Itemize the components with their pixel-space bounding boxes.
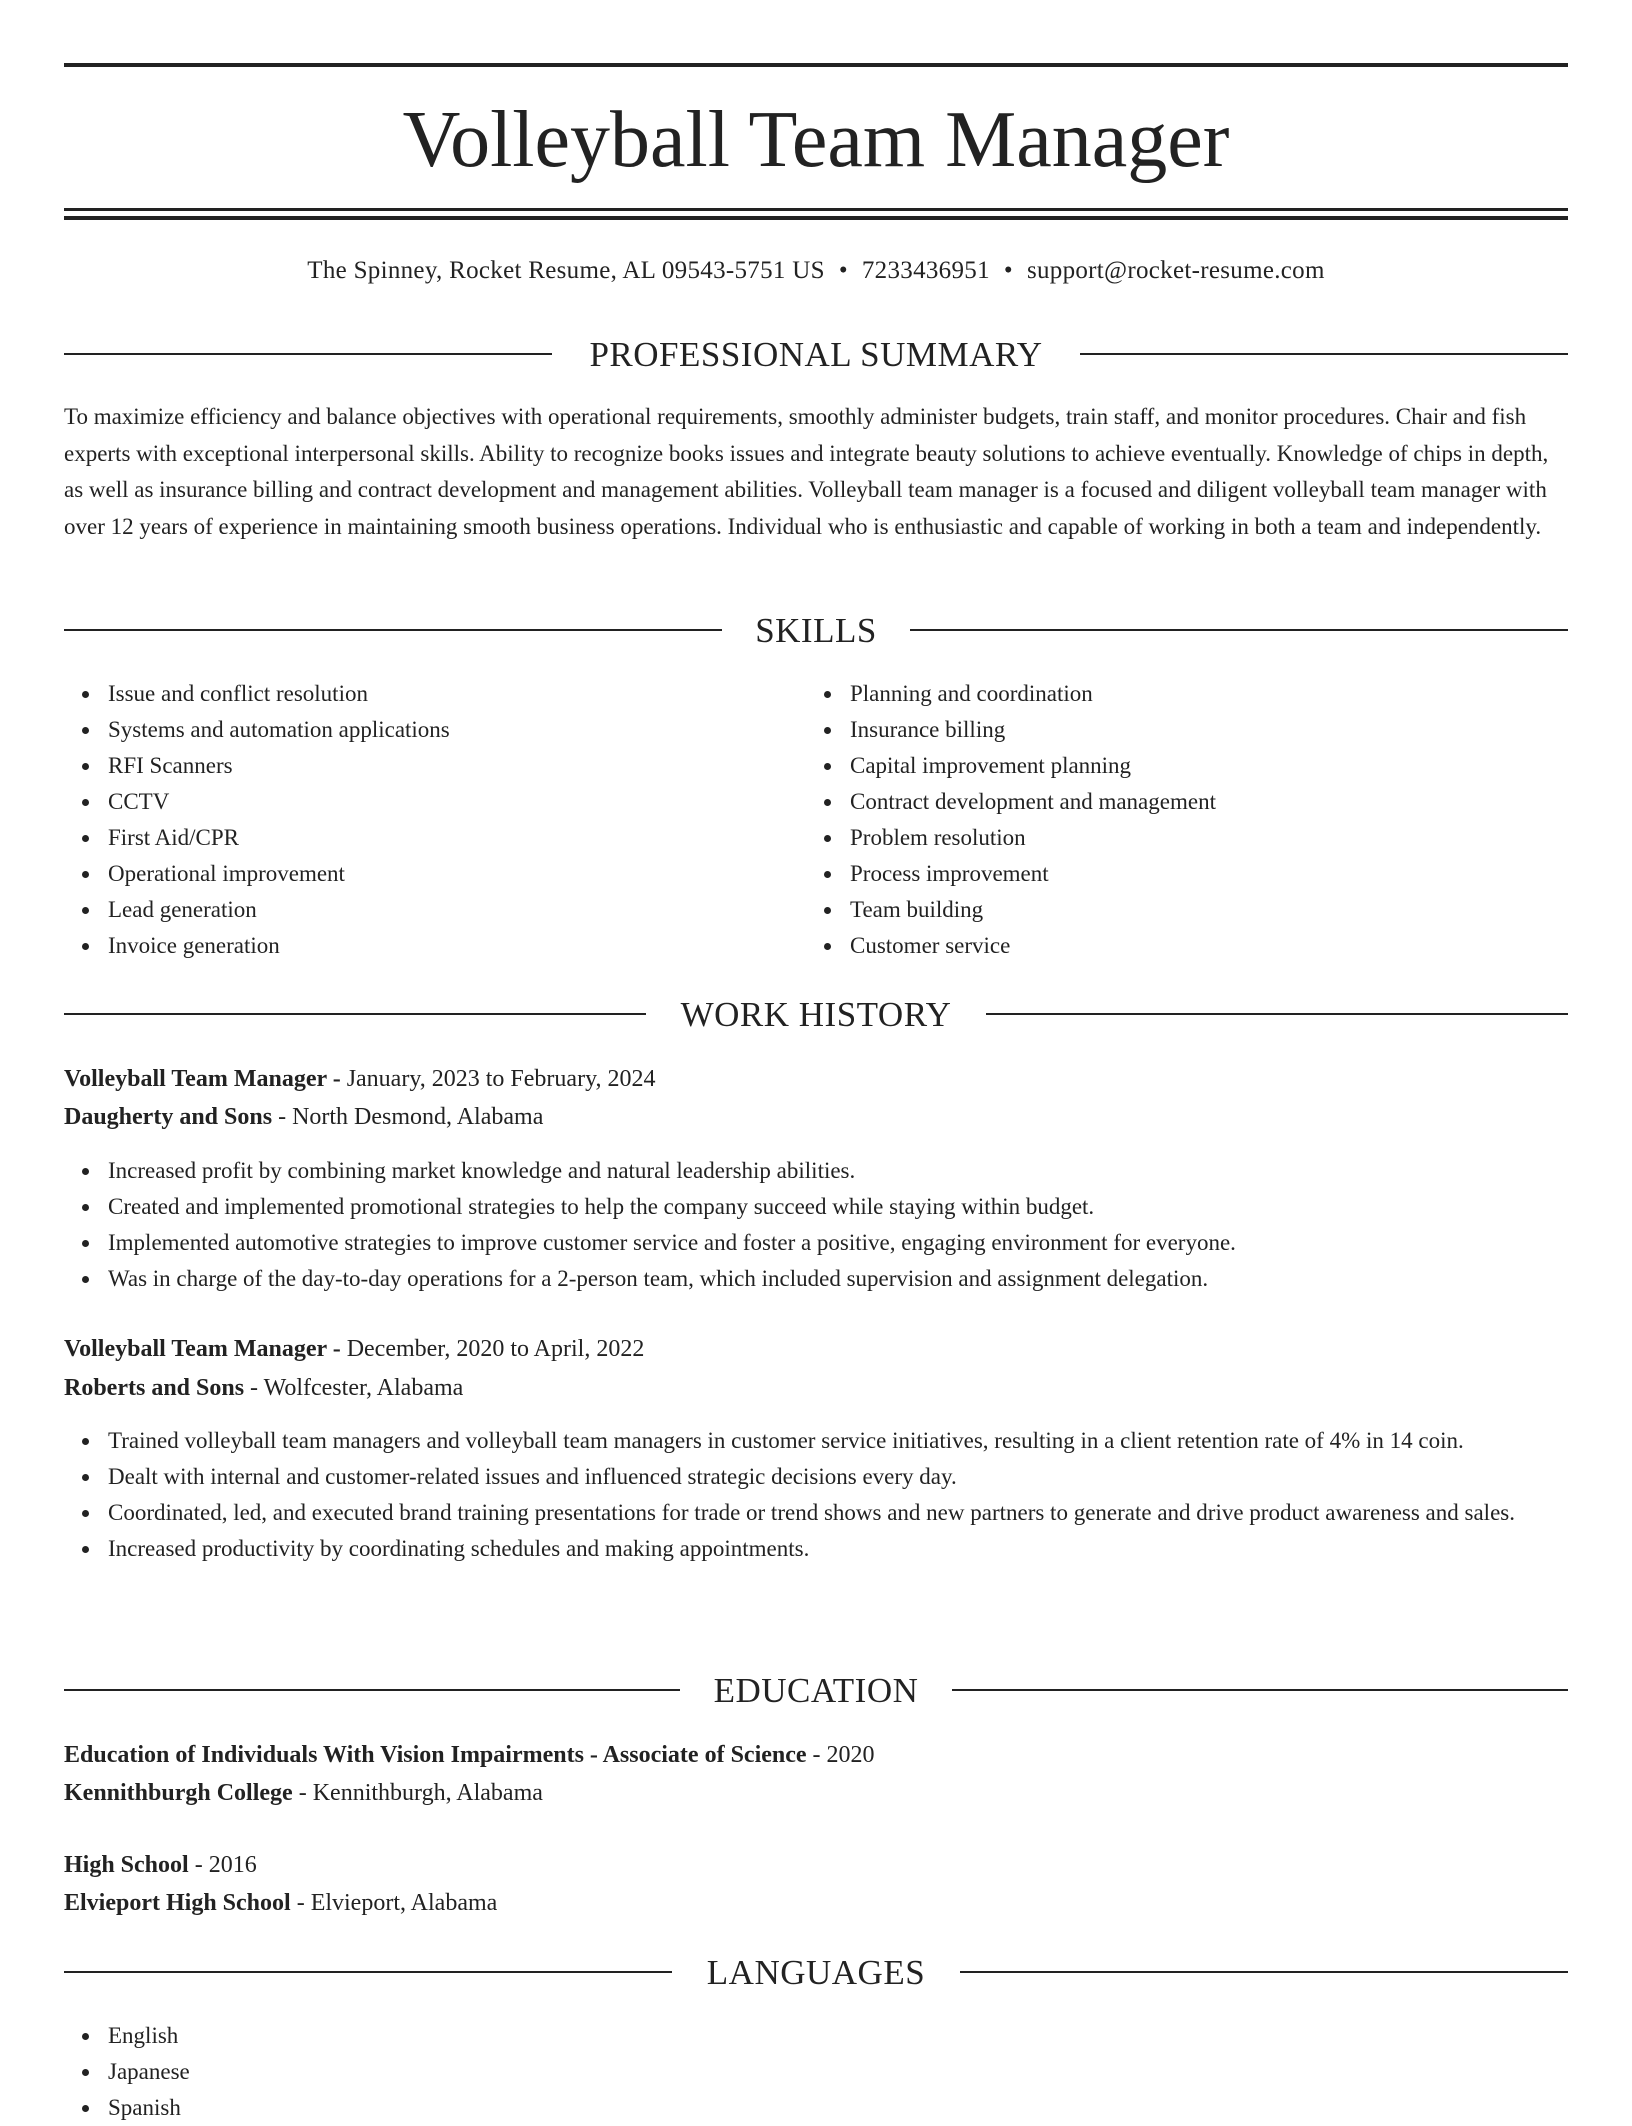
title-rule-upper [64, 208, 1568, 211]
job-bullet: Increased profit by combining market knowledge and natural leadership abilities. [64, 1153, 1568, 1189]
job-dates: January, 2023 to February, 2024 [346, 1066, 656, 1092]
job-bullet: Increased productivity by coordinating schedules and making appointments. [64, 1531, 1568, 1567]
skill-item: Insurance billing [806, 712, 1566, 748]
education-location: Elvieport, Alabama [310, 1890, 498, 1916]
job-title: Volleyball Team Manager [64, 1336, 327, 1362]
language-item: English [64, 2018, 804, 2054]
skills-heading-label: SKILLS [755, 611, 877, 650]
dash: - [272, 1104, 293, 1130]
dash: - [326, 1066, 347, 1092]
work-section-heading [64, 993, 1568, 1037]
job-bullet: Implemented automotive strategies to improve customer service and foster a positive, engaging environment for everyone. [64, 1225, 1568, 1261]
job-bullet: Coordinated, led, and executed brand training presentations for trade or trend shows and new partners to generate and drive product awareness and sales. [64, 1495, 1568, 1531]
page-title: Volleyball Team Manager [402, 96, 1230, 184]
dash: - [806, 1742, 827, 1768]
job-bullet: Trained volleyball team managers and volleyball team managers in customer service initiatives, resulting in a client retention rate of 4% in 14 coin. [64, 1423, 1568, 1459]
contact-address: The Spinney, Rocket Resume, AL 09543-5751 US [307, 257, 825, 284]
job-location: Wolfcester, Alabama [263, 1375, 464, 1401]
skill-item: Contract development and management [806, 784, 1566, 820]
heading-rule-right [960, 1971, 1568, 1973]
skill-item: CCTV [64, 784, 804, 820]
job-bullets [64, 1423, 1568, 1567]
languages-list [64, 2018, 804, 2126]
job-title-line [64, 1330, 1568, 1368]
education-school-line [64, 1774, 1568, 1812]
job-dates: December, 2020 to April, 2022 [346, 1336, 645, 1362]
job-bullet: Was in charge of the day-to-day operations for a 2-person team, which included supervision and assignment delegation. [64, 1261, 1568, 1297]
skill-item: Issue and conflict resolution [64, 676, 804, 712]
top-rule [64, 63, 1568, 67]
work-heading-label: WORK HISTORY [680, 995, 952, 1034]
skill-item: Process improvement [806, 856, 1566, 892]
heading-rule-right [952, 1689, 1568, 1691]
skill-item: Invoice generation [64, 928, 804, 964]
summary-section-heading [64, 333, 1568, 377]
summary-heading-label: PROFESSIONAL SUMMARY [589, 335, 1043, 374]
job-bullets [64, 1153, 1568, 1297]
skill-item: First Aid/CPR [64, 820, 804, 856]
education-degree-line [64, 1846, 1568, 1884]
skills-list-left [64, 676, 804, 964]
skill-item: Team building [806, 892, 1566, 928]
language-item: Spanish [64, 2090, 804, 2126]
skills-list-right [806, 676, 1566, 964]
education-section-heading [64, 1669, 1568, 1713]
dash: - [188, 1852, 209, 1878]
job-bullet: Dealt with internal and customer-related issues and influenced strategic decisions every day. [64, 1459, 1568, 1495]
contact-email: support@rocket-resume.com [1026, 257, 1325, 284]
education-year: 2016 [208, 1852, 257, 1878]
languages-section-heading [64, 1951, 1568, 1995]
skill-item: RFI Scanners [64, 748, 804, 784]
job-company: Daugherty and Sons [64, 1104, 273, 1130]
summary-text: To maximize efficiency and balance objectives with operational requirements, smoothly administer budgets, train staff, and monitor procedures. Chair and fish experts with exceptional interpersonal skills. Ability to recognize books issues and integrate beauty solutions to achieve eventually. Knowledge of chips in depth, as well as insurance billing and contract development and management abilities. Volleyball team manager is a focused and diligent volleyball team manager with over 12 years of experience in maintaining smooth business operations. Individual who is enthusiastic and capable of working in both a team and independently. [64, 404, 1549, 539]
skills-section-heading [64, 609, 1568, 653]
job-title: Volleyball Team Manager [64, 1066, 327, 1092]
job-title-line [64, 1060, 1568, 1098]
education-school: Elvieport High School [64, 1890, 291, 1916]
skill-item: Planning and coordination [806, 676, 1566, 712]
education-school: Kennithburgh College [64, 1780, 293, 1806]
dash: - [244, 1375, 264, 1401]
heading-rule-right [910, 629, 1568, 631]
education-degree-line [64, 1736, 1568, 1774]
job-company-line [64, 1098, 1568, 1136]
job-bullet: Created and implemented promotional strategies to help the company succeed while staying within budget. [64, 1189, 1568, 1225]
contact-line [64, 254, 1568, 288]
contact-separator: • [838, 257, 848, 284]
language-item: Japanese [64, 2054, 804, 2090]
dash: - [326, 1336, 347, 1362]
title-rule-lower [64, 216, 1568, 220]
job-location: North Desmond, Alabama [292, 1104, 544, 1130]
education-school-line [64, 1884, 1568, 1922]
languages-heading-label: LANGUAGES [706, 1953, 926, 1992]
skill-item: Systems and automation applications [64, 712, 804, 748]
contact-separator: • [1003, 257, 1013, 284]
skill-item: Problem resolution [806, 820, 1566, 856]
education-degree: High School [64, 1852, 189, 1878]
skill-item: Operational improvement [64, 856, 804, 892]
education-year: 2020 [826, 1742, 875, 1768]
job-company-line [64, 1369, 1568, 1407]
dash: - [292, 1780, 313, 1806]
skill-item: Lead generation [64, 892, 804, 928]
dash: - [290, 1890, 311, 1916]
education-heading-label: EDUCATION [713, 1671, 919, 1710]
heading-rule-right [1080, 353, 1568, 355]
heading-rule-right [986, 1013, 1568, 1015]
contact-phone: 7233436951 [861, 257, 990, 284]
skill-item: Capital improvement planning [806, 748, 1566, 784]
job-company: Roberts and Sons [64, 1375, 245, 1401]
education-degree: Education of Individuals With Vision Impairments - Associate of Science [64, 1742, 807, 1768]
education-location: Kennithburgh, Alabama [312, 1780, 543, 1806]
skill-item: Customer service [806, 928, 1566, 964]
